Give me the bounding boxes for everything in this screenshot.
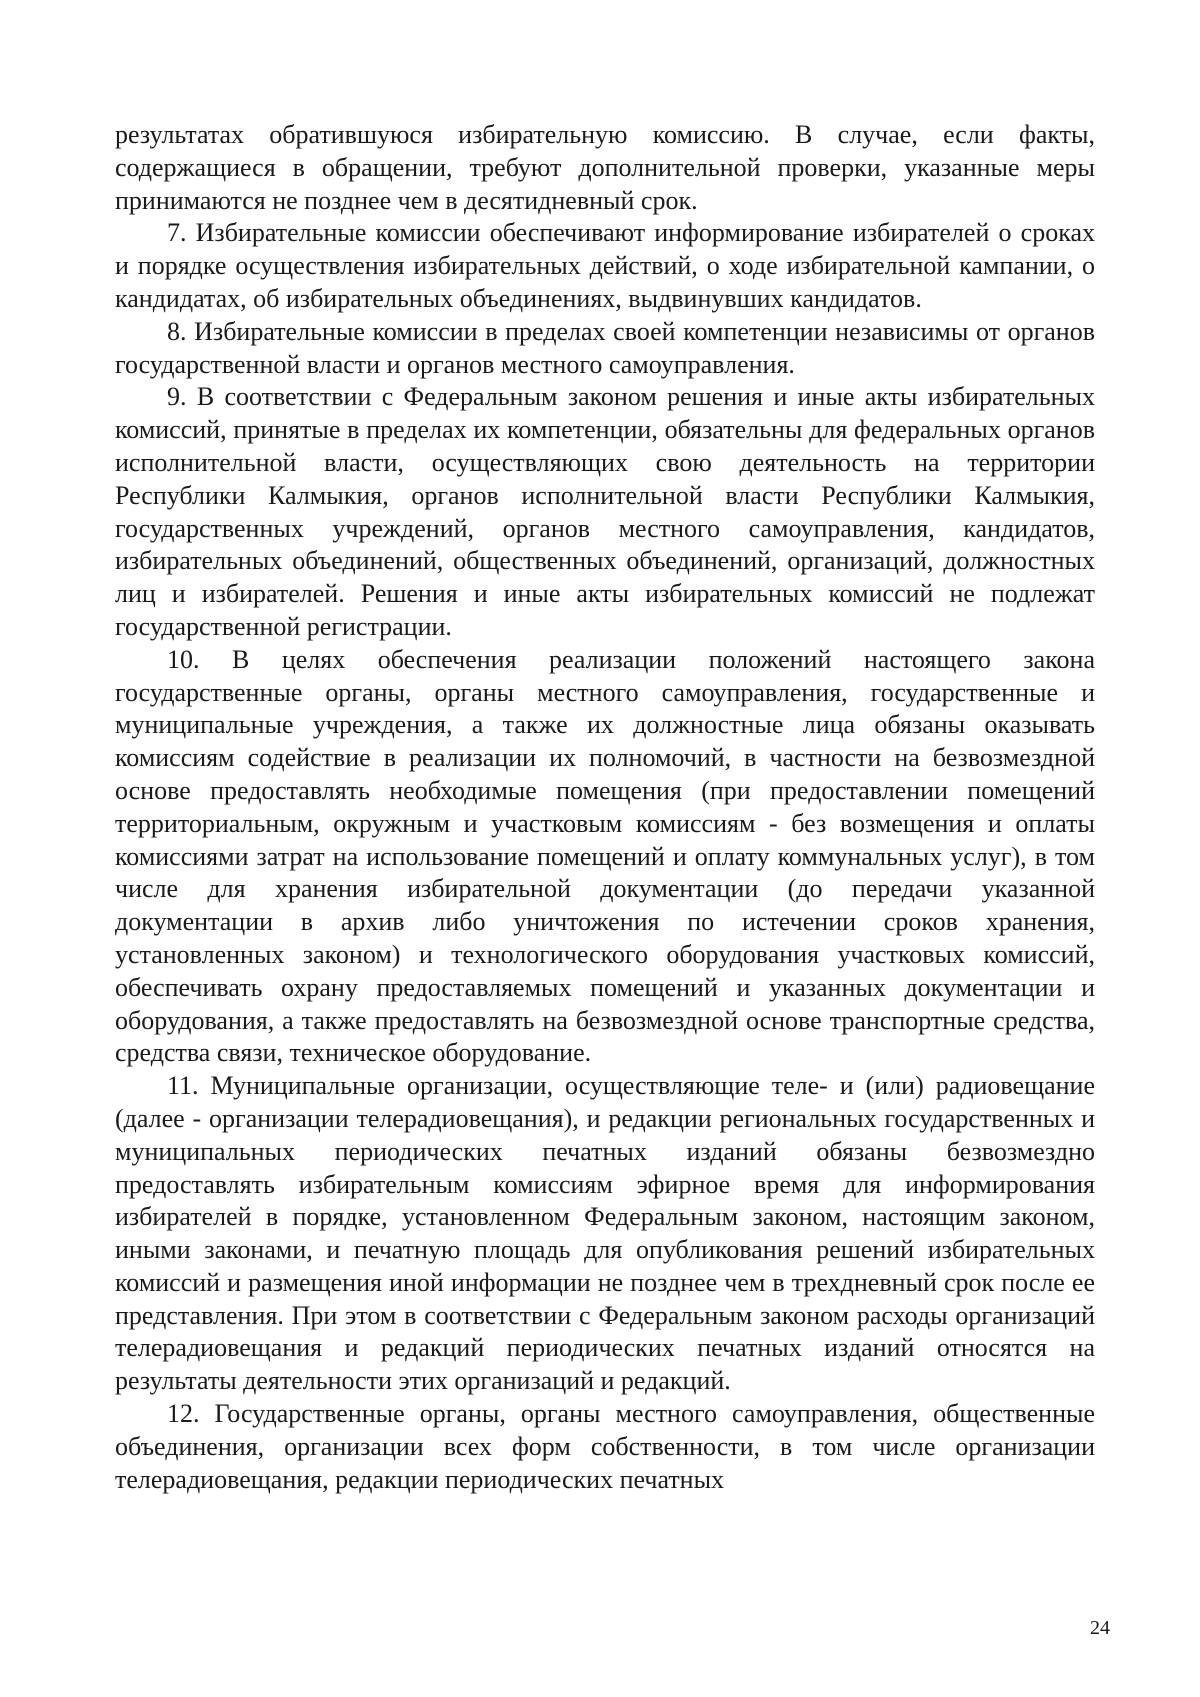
- paragraph-7: 7. Избирательные комиссии обеспечивают информирование избирателей о сроках и порядке осуществления избирательных действий, о ходе избирательной кампании, о кандидатах, об избирательных объединениях, выдвинувших кандидатов.: [115, 218, 1095, 313]
- paragraph-12: 12. Государственные органы, органы местного самоуправления, общественные объединения, организации всех форм собственности, в том числе организации телерадиовещания, редакции периодических печатных: [115, 1399, 1095, 1494]
- document-body: [115, 119, 1095, 1496]
- paragraph-8: 8. Избирательные комиссии в пределах своей компетенции независимы от органов государственной власти и органов местного самоуправления.: [115, 316, 1095, 379]
- paragraph-9: 9. В соответствии с Федеральным законом решения и иные акты избирательных комиссий, принятые в пределах их компетенции, обязательны для федеральных органов исполнительной власти, осуществляющих свою деятельность на территории Республики Калмыкия, органов исполнительной власти Республики Калмыкия, государственных учреждений, органов местного самоуправления, кандидатов, избирательных объединений, общественных объединений, организаций, должностных лиц и избирателей. Решения и иные акты избирательных комиссий не подлежат государственной регистрации.: [115, 382, 1095, 641]
- paragraph-continuation: результатах обратившуюся избирательную комиссию. В случае, если факты, содержащиеся в обращении, требуют дополнительной проверки, указанные меры принимаются не позднее чем в десятидневный срок.: [115, 120, 1095, 215]
- paragraph-10: 10. В целях обеспечения реализации положений настоящего закона государственные органы, органы местного самоуправления, государственные и муниципальные учреждения, а также их должностные лица обязаны оказывать комиссиям содействие в реализации их полномочий, в частности на безвозмездной основе предоставлять необходимые помещения (при предоставлении помещений территориальным, окружным и участковым комиссиям - без возмещения и оплаты комиссиями затрат на использование помещений и оплату коммунальных услуг), в том числе для хранения избирательной документации (до передачи указанной документации в архив либо уничтожения по истечении сроков хранения, установленных законом) и технологического оборудования участковых комиссий, обеспечивать охрану предоставляемых помещений и указанных документации и оборудования, а также предоставлять на безвозмездной основе транспортные средства, средства связи, техническое оборудование.: [115, 644, 1095, 1068]
- page-number: 24: [1090, 1617, 1110, 1639]
- paragraph-11: 11. Муниципальные организации, осуществляющие теле- и (или) радиовещание (далее - организации телерадиовещания), и редакции региональных государственных и муниципальных периодических печатных изданий обязаны безвозмездно предоставлять избирательным комиссиям эфирное время для информирования избирателей в порядке, установленном Федеральным законом, настоящим законом, иными законами, и печатную площадь для опубликования решений избирательных комиссий и размещения иной информации не позднее чем в трехдневный срок после ее представления. При этом в соответствии с Федеральным законом расходы организаций телерадиовещания и редакций периодических печатных изданий относятся на результаты деятельности этих организаций и редакций.: [115, 1071, 1095, 1396]
